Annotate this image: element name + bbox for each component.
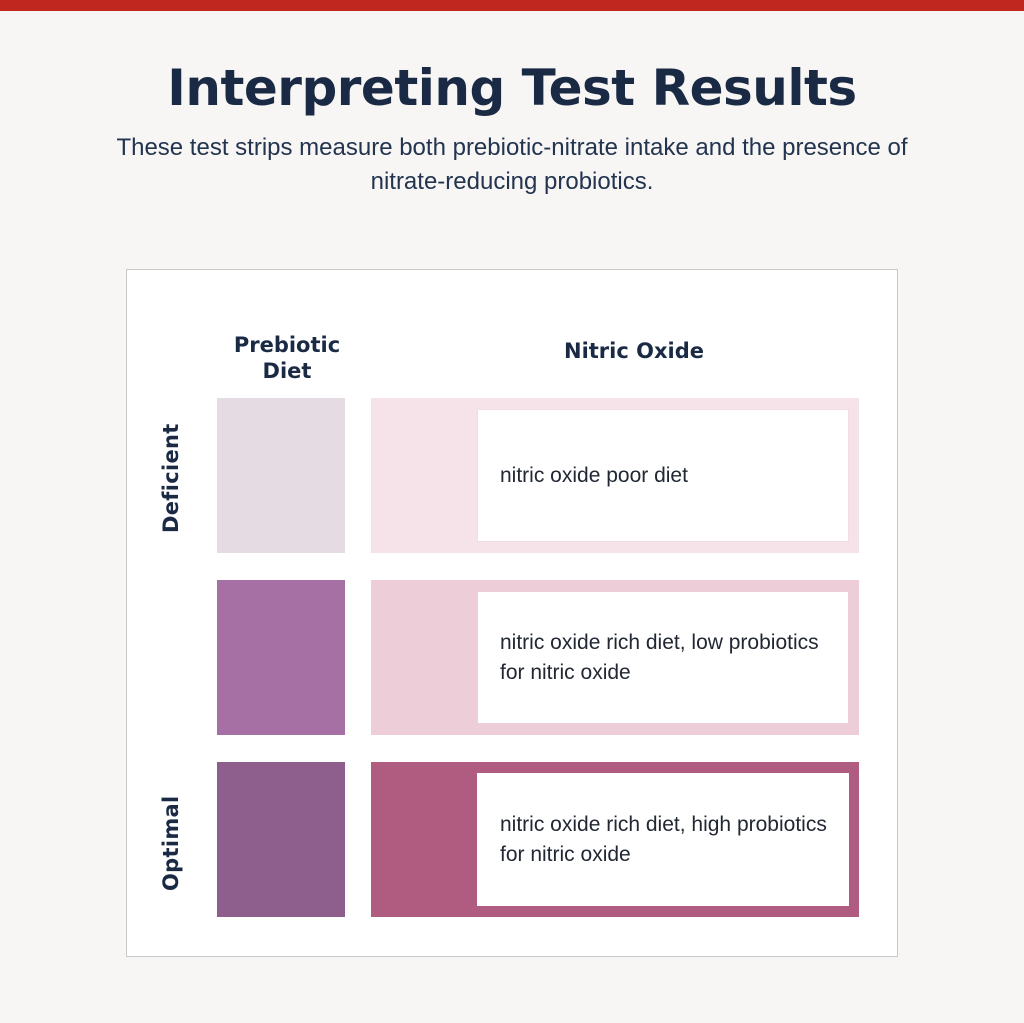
prebiotic-swatch-row-2 <box>217 580 345 735</box>
column-headers <box>127 270 899 400</box>
top-accent-bar <box>0 0 1024 11</box>
column-header-prebiotic-diet <box>187 332 387 385</box>
bar-caption-row-1: nitric oxide poor diet <box>477 409 849 542</box>
prebiotic-swatch-row-1 <box>217 398 345 553</box>
nitric-oxide-bar-row-1 <box>371 398 859 553</box>
bar-caption-row-2: nitric oxide rich diet, low probiotics for nitric oxide <box>477 591 849 724</box>
page-subtitle: These test strips measure both prebiotic-nitrate intake and the presence of nitrate-reducing probiotics. <box>116 134 908 196</box>
nitric-oxide-bar-row-2 <box>371 580 859 735</box>
page-title: Interpreting Test Results <box>167 59 857 117</box>
column-header-nitric-oxide: Nitric Oxide <box>564 339 704 363</box>
row-label-deficient: Deficient <box>159 423 183 533</box>
column-header-prebiotic-line2: Diet <box>262 359 312 384</box>
column-header-prebiotic-line1: Prebiotic <box>233 333 341 357</box>
prebiotic-swatch-row-3 <box>217 762 345 917</box>
page-body <box>0 11 1024 1023</box>
nitric-oxide-bar-row-3 <box>371 762 859 917</box>
bar-caption-row-3: nitric oxide rich diet, high probiotics for nitric oxide <box>477 773 849 906</box>
results-chart <box>126 269 898 957</box>
row-label-optimal: Optimal <box>159 795 183 891</box>
